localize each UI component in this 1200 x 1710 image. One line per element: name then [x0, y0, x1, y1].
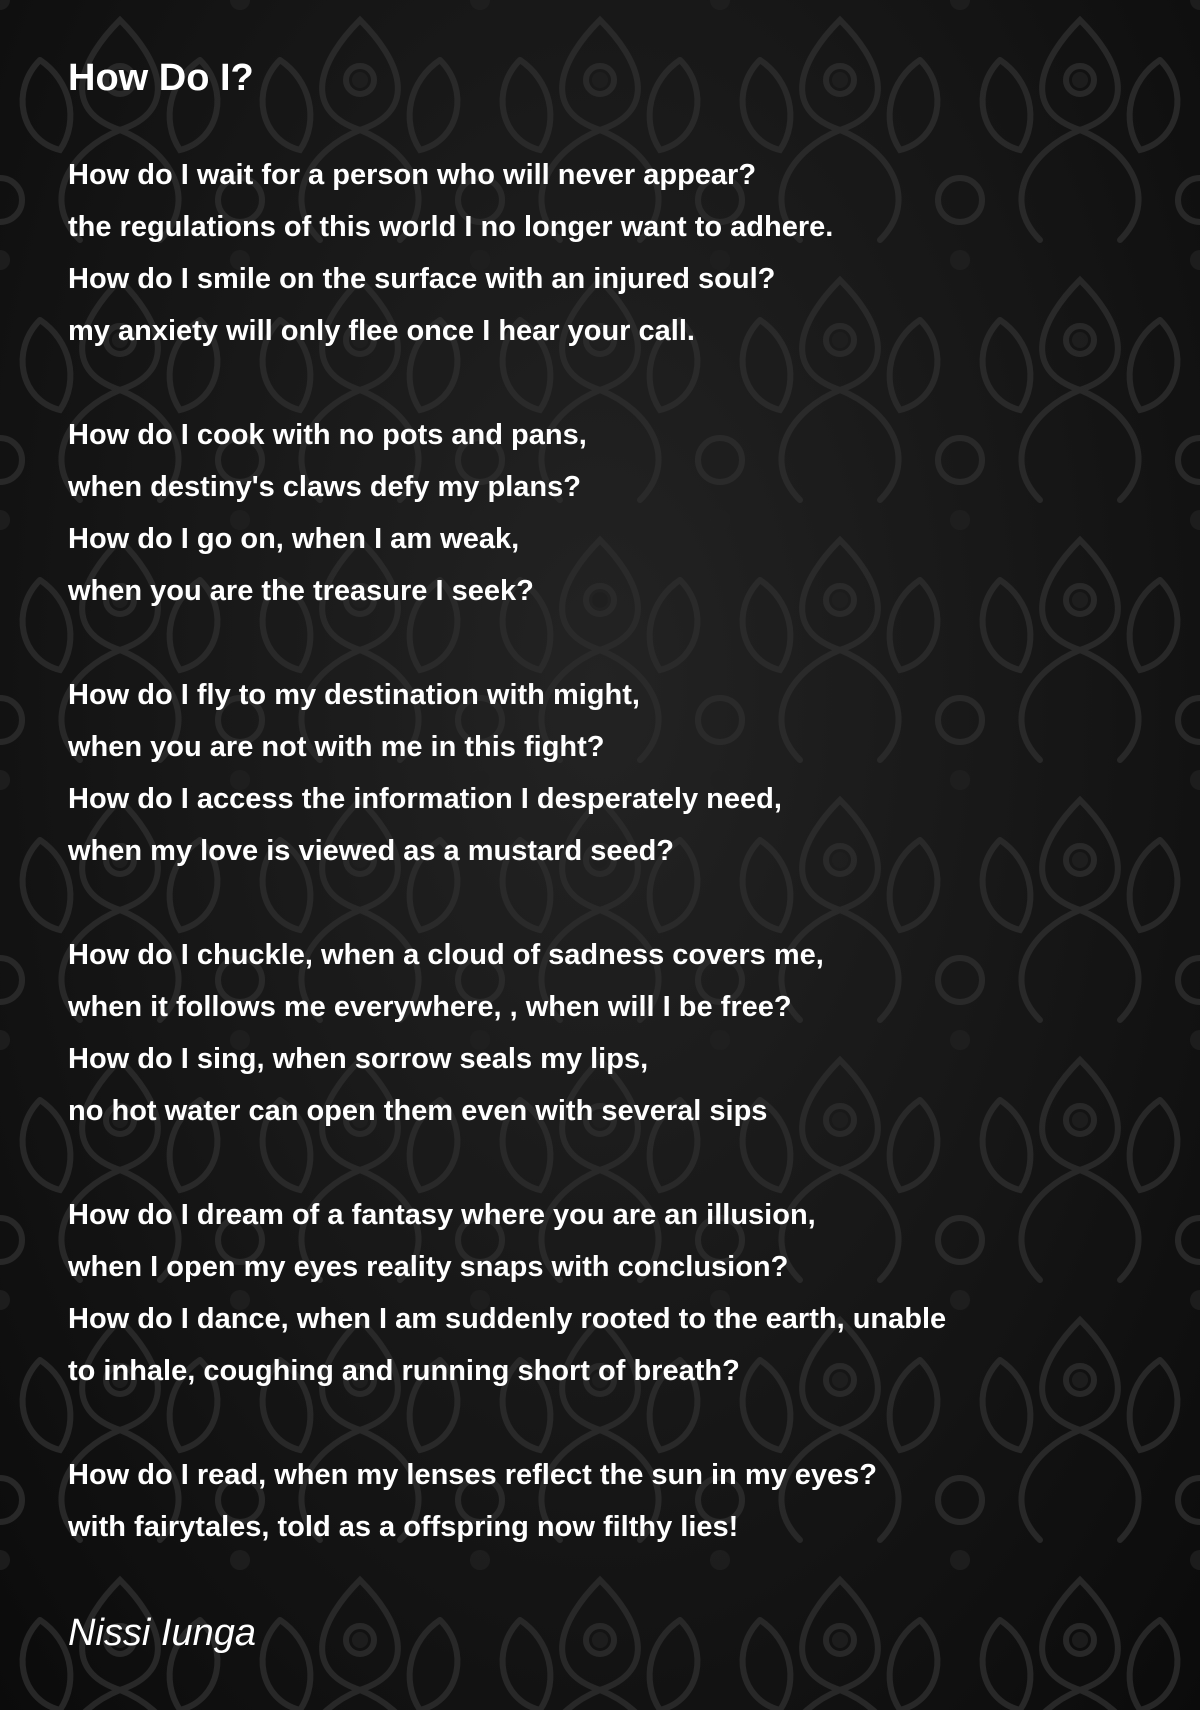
- poem-line: my anxiety will only flee once I hear your call.: [68, 315, 695, 347]
- poem-line: when you are not with me in this fight?: [68, 731, 605, 763]
- poem-line: How do I cook with no pots and pans,: [68, 419, 587, 451]
- stanza-3: [68, 669, 782, 877]
- poem-line: How do I go on, when I am weak,: [68, 523, 520, 555]
- poem-line: How do I dance, when I am suddenly rooted to the earth, unable: [68, 1303, 947, 1335]
- stanza-5: [68, 1189, 946, 1397]
- poem-line: How do I read, when my lenses reflect the sun in my eyes?: [68, 1459, 878, 1491]
- poem-line: How do I sing, when sorrow seals my lips,: [68, 1043, 649, 1075]
- stanza-1: [68, 149, 833, 357]
- poem-line: when it follows me everywhere, , when will I be free?: [68, 991, 792, 1023]
- poem-line: the regulations of this world I no longer want to adhere.: [68, 211, 834, 243]
- poem-line: when you are the treasure I seek?: [68, 575, 534, 607]
- poem-line: How do I wait for a person who will never appear?: [68, 159, 757, 191]
- poem-line: no hot water can open them even with several sips: [68, 1095, 768, 1127]
- poem-line: How do I fly to my destination with might,: [68, 679, 640, 711]
- stanza-6: [68, 1449, 877, 1553]
- poem-line: How do I access the information I desperately need,: [68, 783, 782, 815]
- poem-author: Nissi Iunga: [68, 1612, 256, 1654]
- poem-title: How Do I?: [68, 57, 254, 99]
- poem-line: How do I smile on the surface with an injured soul?: [68, 263, 776, 295]
- poem-line: when my love is viewed as a mustard seed?: [68, 835, 675, 867]
- stanza-4: [68, 929, 824, 1137]
- poem-line: to inhale, coughing and running short of breath?: [68, 1355, 740, 1387]
- poem-line: with fairytales, told as a offspring now filthy lies!: [68, 1511, 739, 1543]
- poem-line: when I open my eyes reality snaps with conclusion?: [68, 1251, 789, 1283]
- poem-line: How do I chuckle, when a cloud of sadness covers me,: [68, 939, 824, 971]
- poem-line: when destiny's claws defy my plans?: [68, 471, 581, 503]
- poem-line: How do I dream of a fantasy where you are an illusion,: [68, 1199, 816, 1231]
- stanza-2: [68, 409, 587, 617]
